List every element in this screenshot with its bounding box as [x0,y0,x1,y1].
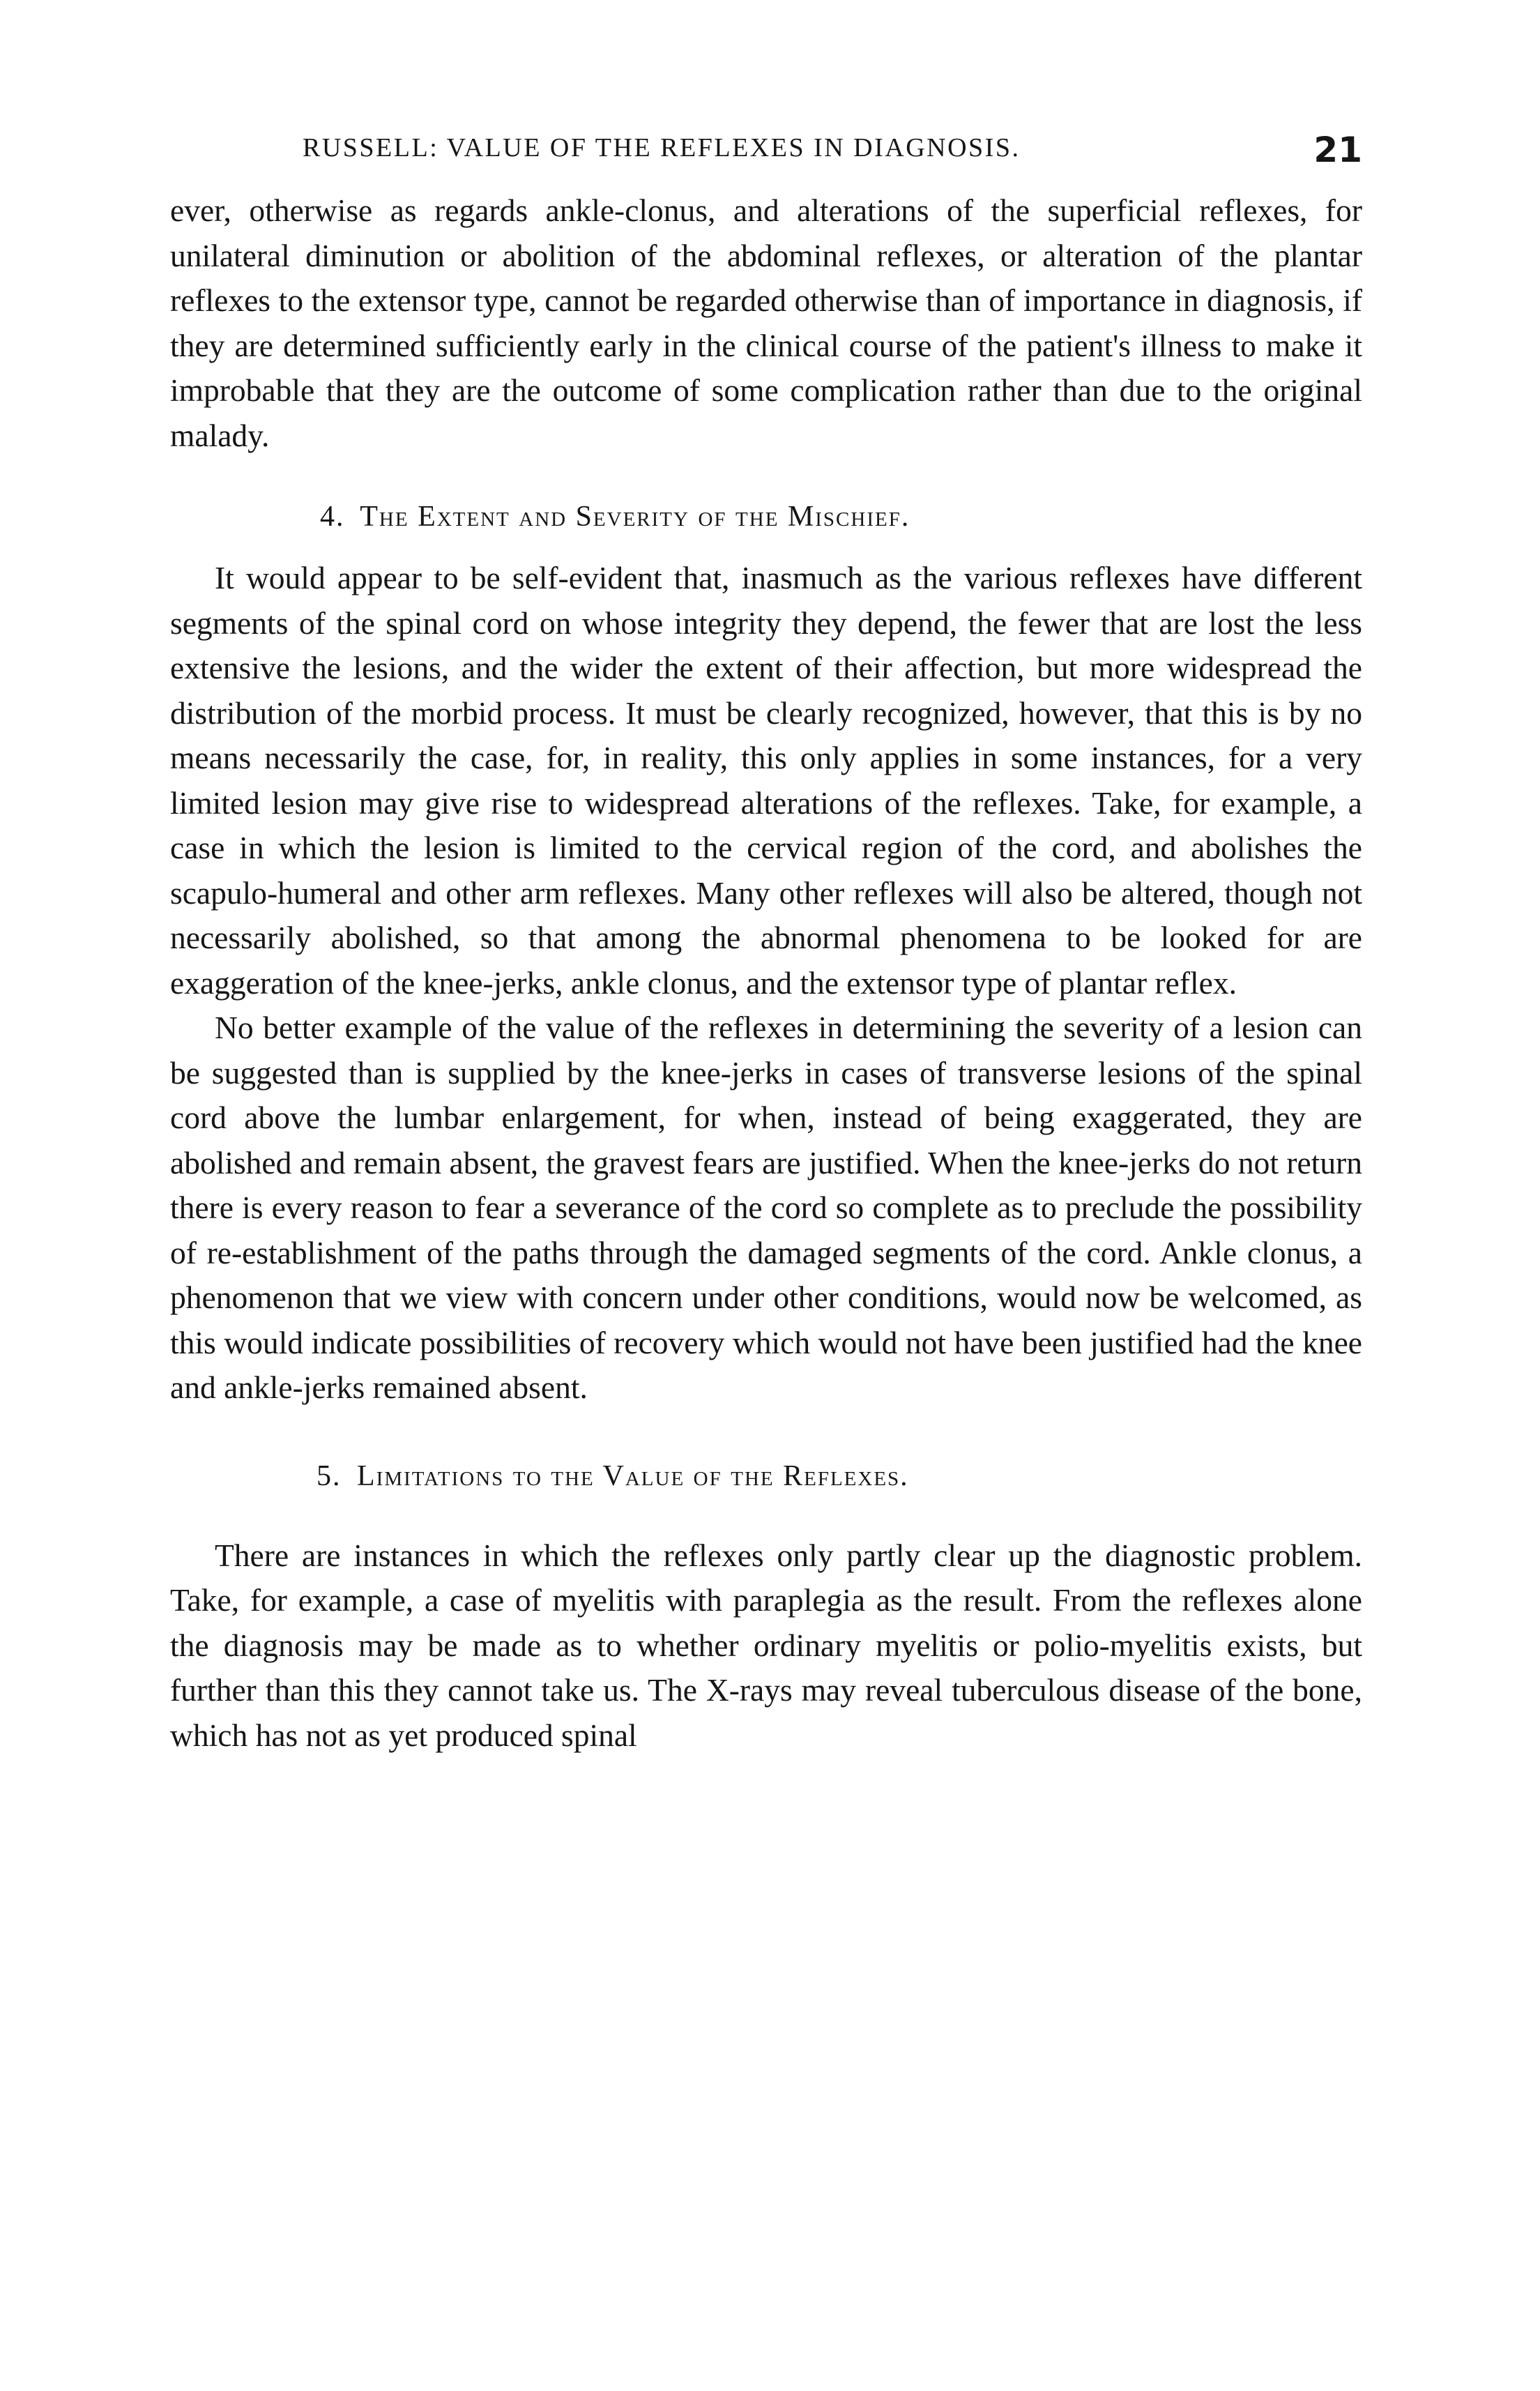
section-number-4: 4. [320,501,345,533]
paragraph-extent: It would appear to be self-evident that, inasmuch as the various reflexes have different segments of the spinal cord on whose integrity they depend, the fewer that are lost the less extensive the lesions, and the wider the extent of their affection, but more widespread the distribution of the morbid process. It must be clearly recognized, however, that this is by no means necessarily the case, for, in reality, this only applies in some instances, for a very limited lesion may give rise to widespread alterations of the reflexes. Take, for example, a case in which the lesion is limited to the cervical region of the cord, and abolishes the scapulo-humeral and other arm reflexes. Many other reflexes will also be altered, though not necessarily abolished, so that among the abnormal phenomena to be looked for are exaggeration of the knee-jerks, ankle clonus, and the extensor type of plantar reflex. [170,560,1362,1001]
section-title-4: The Extent and Severity of the Mischief. [360,501,910,533]
section-number-5: 5. [317,1459,342,1492]
section-heading-5 [170,1455,1362,1497]
running-head [170,132,1362,188]
paragraph-severity: No better example of the value of the reflexes in determining the severity of a lesion can be suggested than is supplied by the knee-jerks in cases of transverse lesions of the spinal cord above the lumbar enlargement, for when, instead of being exaggerated, they are abolished and remain absent, the gravest fears are justified. When the knee-jerks do not return there is every reason to fear a severance of the cord so complete as to preclude the possibility of re-establishment of the paths through the damaged segments of the cord. Ankle clonus, a phenomenon that we view with concern under other conditions, would now be welcomed, as this would indicate possibilities of recovery which would not have been justified had the knee and ankle-jerks remained absent. [170,1010,1362,1405]
paragraph-continued: ever, otherwise as regards ankle-clonus, and alterations of the superficial reflexes, for unilateral diminution or abolition of the abdominal reflexes, or alteration of the plantar reflexes to the extensor type, cannot be regarded otherwise than of importance in diagnosis, if they are determined sufficiently early in the clinical course of the patient's illness to make it improbable that they are the outcome of some complication rather than due to the original malady. [170,192,1362,453]
section-heading-4 [170,496,1362,538]
running-head-title: RUSSELL: VALUE OF THE REFLEXES IN DIAGNOSIS. [303,133,1021,162]
book-page [170,132,1362,1758]
page-number: 21 [1313,130,1362,170]
section-title-5: Limitations to the Value of the Reflexes. [357,1459,909,1492]
paragraph-limitations: There are instances in which the reflexes only partly clear up the diagnostic problem. Take, for example, a case of myelitis with paraplegia as the result. From the reflexes alone the diagnosis may be made as to whether ordinary myelitis or polio-myelitis exists, but further than this they cannot take us. The X-rays may reveal tuberculous disease of the bone, which has not as yet produced spinal [170,1537,1362,1753]
